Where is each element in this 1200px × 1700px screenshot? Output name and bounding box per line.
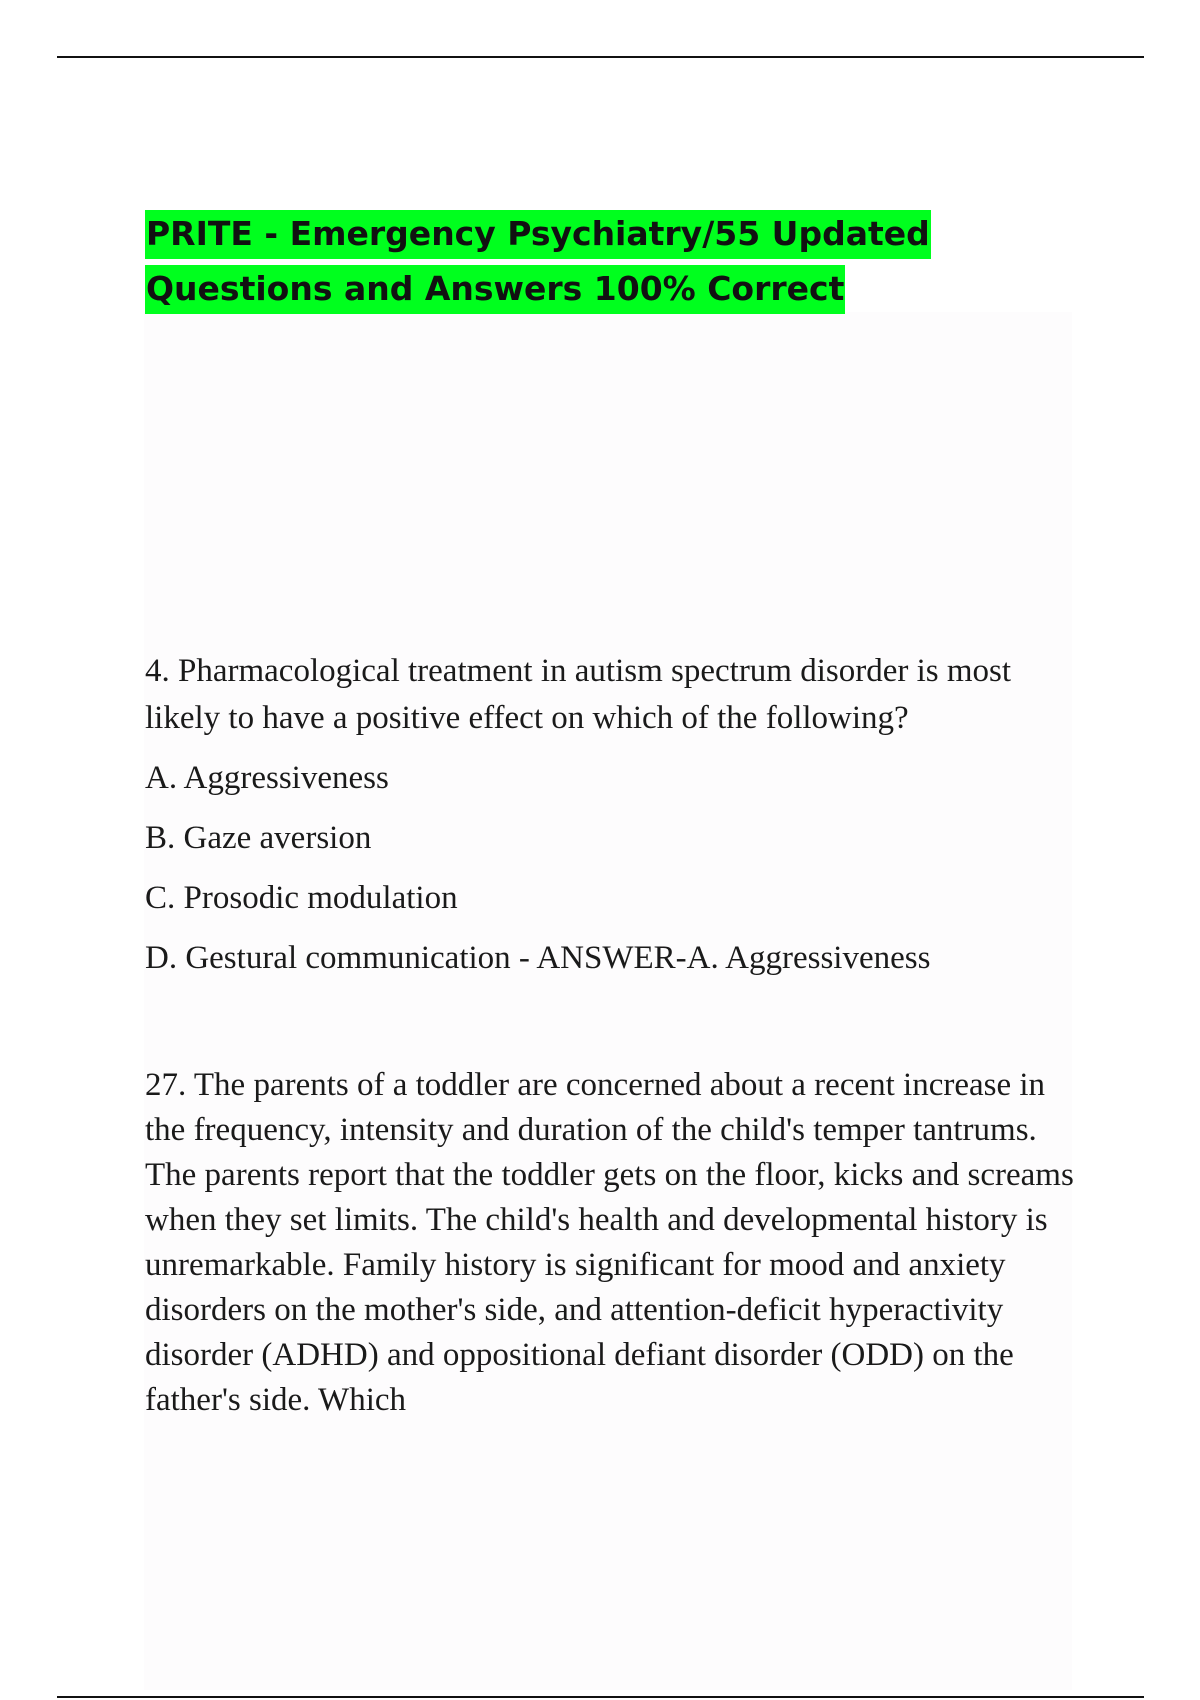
- question-4-option-d-answer: D. Gestural communication - ANSWER-A. Aggressiveness: [145, 940, 931, 976]
- content-panel: [144, 312, 1072, 1690]
- question-4-option-c: C. Prosodic modulation: [145, 880, 458, 916]
- title-line-2: Questions and Answers 100% Correct: [145, 265, 845, 314]
- question-4: [145, 648, 1080, 980]
- document-title: [145, 206, 1045, 316]
- question-4-stem: 4. Pharmacological treatment in autism spectrum disorder is most likely to have a positive effect on which of the following?: [145, 653, 1012, 736]
- question-27-stem: 27. The parents of a toddler are concerned about a recent increase in the frequency, intensity and duration of the child's temper tantrums. The parents report that the toddler gets on the floor, kicks and screams when they set limits. The child's health and developmental history is unremarkable. Family history is significant for mood and anxiety disorders on the mother's side, and attention-deficit hyperactivity disorder (ADHD) and oppositional defiant disorder (ODD) on the father's side. Which: [145, 1067, 1074, 1418]
- question-4-option-a: A. Aggressiveness: [145, 760, 389, 796]
- question-4-option-b: B. Gaze aversion: [145, 820, 372, 856]
- top-rule: [57, 56, 1144, 58]
- bottom-rule: [57, 1696, 1144, 1698]
- question-27: [145, 1063, 1080, 1423]
- title-line-1: PRITE - Emergency Psychiatry/55 Updated: [145, 210, 931, 259]
